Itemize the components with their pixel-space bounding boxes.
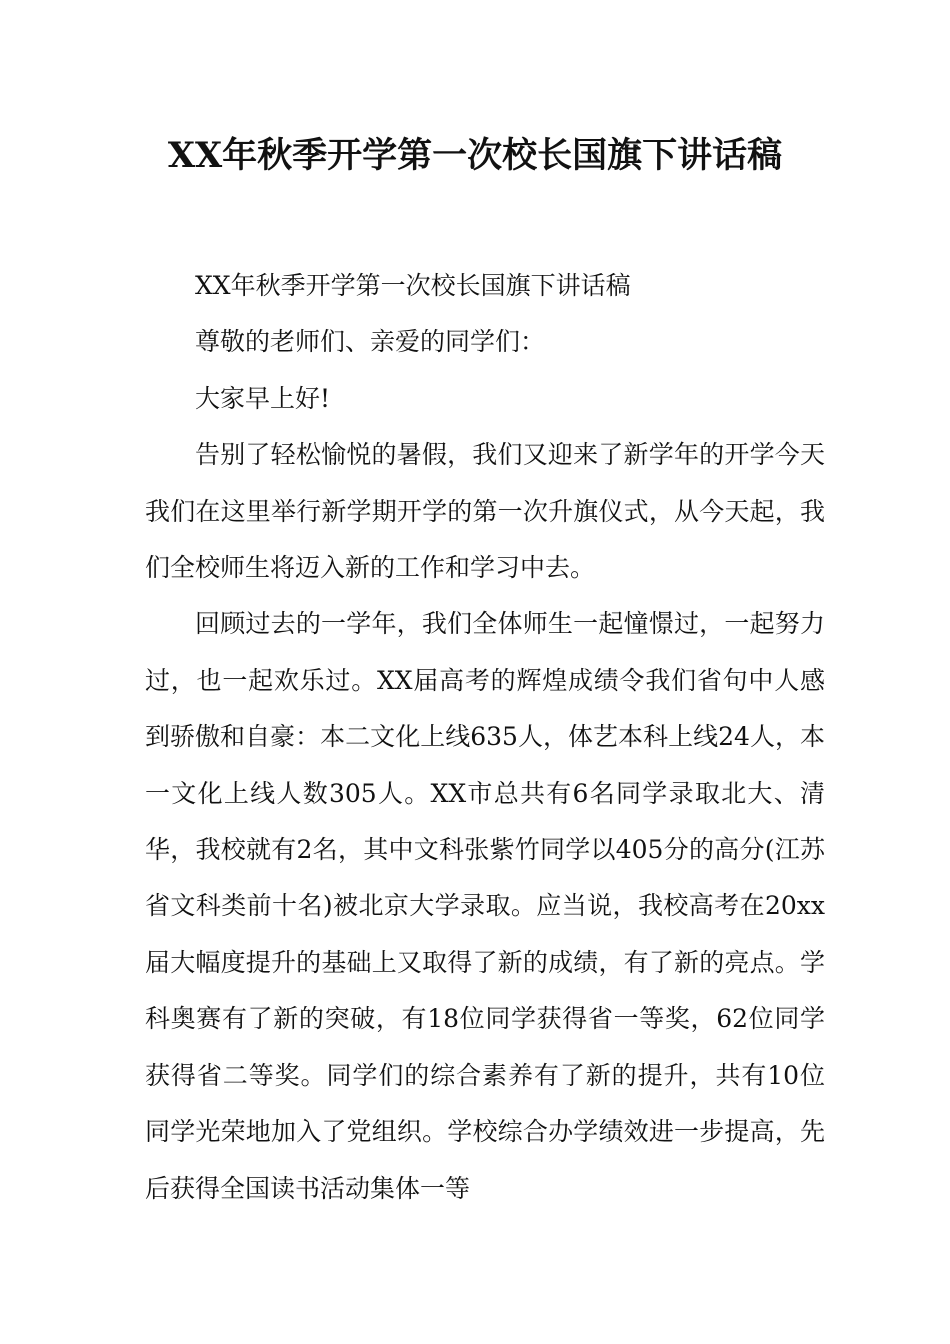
paragraph-review: 回顾过去的一学年，我们全体师生一起憧憬过，一起努力过，也一起欢乐过。XX届高考的辉煌成绩令我们省句中人感到骄傲和自豪：本二文化上线635人，体艺本科上线24人，本一文化上线人数305人。XX市总共有6名同学录取北大、清华，我校就有2名，其中文科张紫竹同学以405分的高分(江苏省文科类前十名)被北京大学录取。应当说，我校高考在20xx届大幅度提升的基础上又取得了新的成绩，有了新的亮点。学科奥赛有了新的突破，有18位同学获得省一等奖，62位同学获得省二等奖。同学们的综合素养有了新的提升，共有10位同学光荣地加入了党组织。学校综合办学绩效进一步提高，先后获得全国读书活动集体一等	[145, 609, 825, 1203]
paragraph-salutation: 尊敬的老师们、亲爱的同学们：	[195, 327, 546, 357]
paragraph-heading: XX年秋季开学第一次校长国旗下讲话稿	[195, 271, 631, 300]
document-body	[145, 258, 825, 1217]
paragraph-opening: 告别了轻松愉悦的暑假，我们又迎来了新学年的开学今天我们在这里举行新学期开学的第一次升旗仪式，从今天起，我们全校师生将迈入新的工作和学习中去。	[145, 440, 825, 583]
document-title: XX年秋季开学第一次校长国旗下讲话稿	[167, 135, 783, 176]
paragraph-greeting: 大家早上好!	[195, 383, 331, 413]
